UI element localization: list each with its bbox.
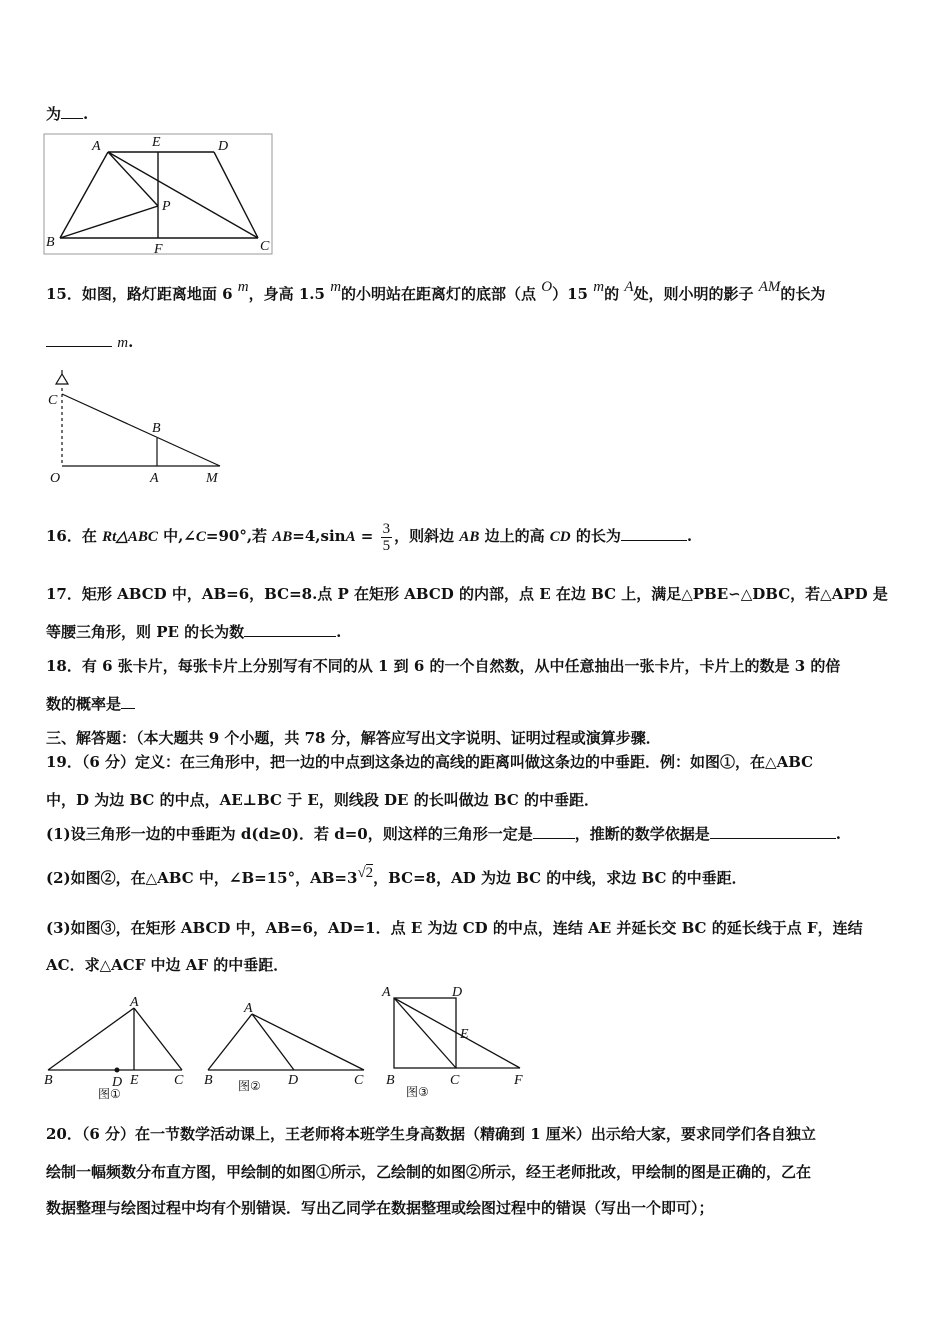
label-d: D	[218, 139, 229, 154]
q19-part3-line2: AC．求△ACF 中边 AF 的中垂距．	[46, 956, 289, 974]
q14-tail: 为 .	[46, 105, 89, 123]
q19-line1: 19．（6 分）定义：在三角形中，把一边的中点到这条边的高线的距离叫做这条边的中垂距．例：如图①，在△ABC	[46, 753, 814, 771]
label-b: B	[46, 235, 55, 250]
figure-19-3	[378, 984, 538, 1104]
q15-line1: 15．如图，路灯距离地面 6 m，身高 1.5 m的小明站在距离灯的底部（点 O）15 m的 A处，则小明的影子 AM的长为	[46, 279, 826, 303]
caption-1: 图①	[98, 1087, 121, 1101]
q16: 16．在 Rt△ABC 中,∠C=90°,若 AB=4,sinA = $\frac{3}{5}$ ，则斜边 AB 边上的高 CD 的长为 .	[46, 520, 693, 554]
label-f: F	[514, 1073, 523, 1088]
section-3-heading: 三、解答题：（本大题共 9 个小题，共 78 分，解答应写出文字说明、证明过程或演算步骤．	[46, 729, 661, 747]
line-af	[394, 998, 520, 1068]
figure-14-trapezoid	[42, 132, 274, 256]
label-a: A	[150, 471, 159, 486]
q17-line1: 17．矩形 ABCD 中，AB=6，BC=8.点 P 在矩形 ABCD 的内部，点 E 在边 BC 上，满足△PBE∽△DBC，若△APD 是	[46, 585, 888, 603]
q18-line2: 数的概率是	[46, 694, 135, 714]
label-e: E	[460, 1027, 469, 1042]
figure-15-streetlight	[44, 366, 234, 490]
figure-19-1	[40, 994, 190, 1104]
caption-3: 图③	[406, 1085, 429, 1099]
label-o: O	[50, 471, 61, 486]
figure-19-2	[200, 994, 372, 1104]
label-b: B	[44, 1073, 53, 1088]
label-d: D	[288, 1073, 299, 1088]
label-d: D	[112, 1075, 123, 1090]
q20-line1: 20．（6 分）在一节数学活动课上，王老师将本班学生身高数据（精确到 1 厘米）出示给大家，要求同学们各自独立	[46, 1125, 816, 1143]
q17-line2: 等腰三角形，则 PE 的长为数 .	[46, 623, 342, 641]
q19-part2: (2)如图②，在△ABC 中，∠B=15°，AB=3√2，BC=8，AD 为边 BC 的中线，求边 BC 的中垂距．	[46, 865, 747, 887]
fraction-3-5: $\frac{3}{5}$	[382, 520, 391, 554]
label-c: C	[48, 393, 58, 408]
label-a: A	[92, 139, 101, 154]
median-ad	[252, 1014, 294, 1070]
label-f: F	[154, 242, 163, 256]
q18-line1: 18．有 6 张卡片，每张卡片上分别写有不同的从 1 到 6 的一个自然数，从中任意抽出一张卡片，卡片上的数是 3 的倍	[46, 657, 841, 675]
diagonal-ac	[394, 998, 456, 1068]
label-b: B	[386, 1073, 395, 1088]
q19-line2: 中，D 为边 BC 的中点，AE⊥BC 于 E，则线段 DE 的长叫做边 BC 的中垂距．	[46, 791, 600, 809]
label-c: C	[260, 239, 270, 254]
lamp-icon	[56, 374, 68, 384]
light-ray-cm	[62, 394, 220, 466]
label-c: C	[450, 1073, 460, 1088]
label-b: B	[204, 1073, 213, 1088]
label-a: A	[382, 985, 391, 1000]
caption-2: 图②	[238, 1079, 261, 1093]
label-p: P	[162, 199, 171, 214]
label-a: A	[244, 1001, 253, 1016]
midpoint-d	[115, 1068, 120, 1073]
label-b: B	[152, 421, 161, 436]
label-c: C	[354, 1073, 364, 1088]
label-d: D	[452, 985, 463, 1000]
label-e: E	[130, 1073, 139, 1088]
q19-part3-line1: (3)如图③，在矩形 ABCD 中，AB=6，AD=1．点 E 为边 CD 的中点，连结 AE 并延长交 BC 的延长线于点 F，连结	[46, 919, 863, 937]
label-c: C	[174, 1073, 184, 1088]
label-m: M	[206, 471, 218, 486]
label-a: A	[130, 995, 139, 1010]
label-e: E	[152, 135, 161, 150]
q20-line3: 数据整理与绘图过程中均有个别错误．写出乙同学在数据整理或绘图过程中的错误（写出一个即可）；	[46, 1199, 714, 1217]
sqrt-2: √2	[357, 865, 374, 881]
q19-part1: (1)设三角形一边的中垂距为 d(d≥0)．若 d=0，则这样的三角形一定是 ，推断的数学依据是 .	[46, 825, 841, 843]
q15-line2: m.	[46, 332, 133, 353]
q20-line2: 绘制一幅频数分布直方图，甲绘制的如图①所示，乙绘制的如图②所示，经王老师批改，甲绘制的图是正确的，乙在	[46, 1163, 812, 1181]
segment-ap	[108, 152, 158, 206]
